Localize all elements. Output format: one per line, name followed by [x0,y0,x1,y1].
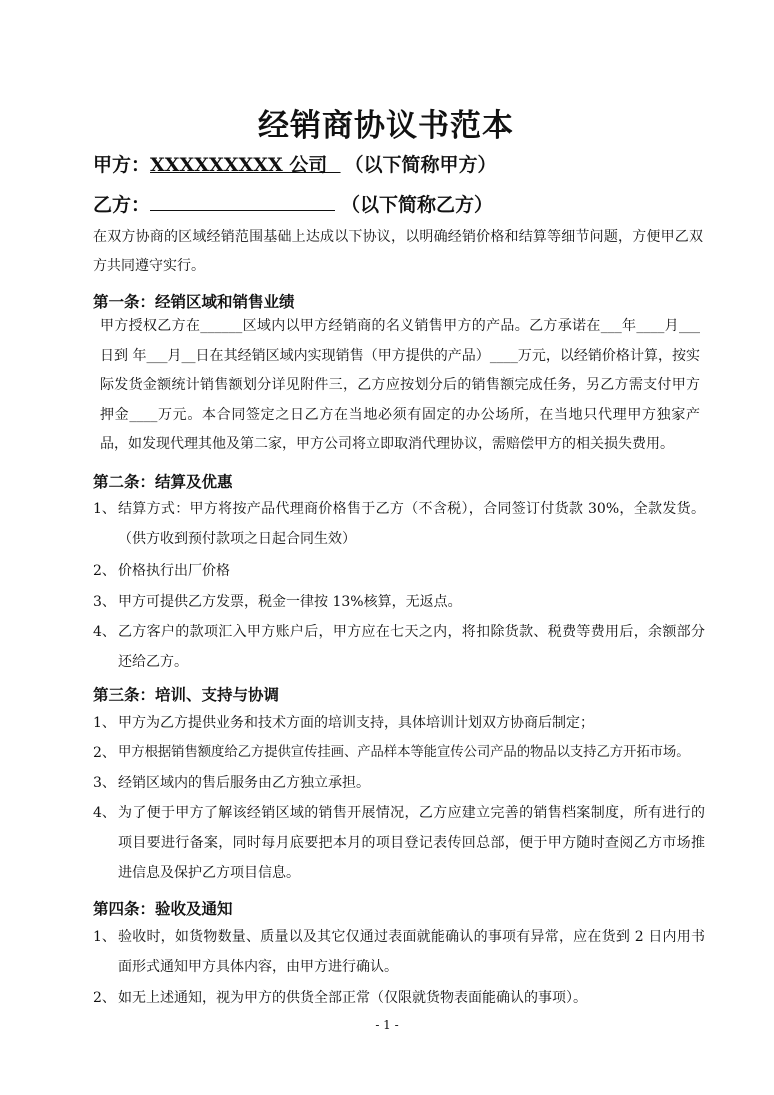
item-number: 4、 [93,805,116,821]
item-text: 经销区域内的售后服务由乙方独立承担。 [118,775,370,791]
party-a-name: XXXXXXXXX 公司 [150,154,341,176]
item-text: 如无上述通知，视为甲方的供货全部正常（仅限就货物表面能确认的事项）。 [118,990,587,1006]
article3-item-1 [93,708,705,738]
article2-item-3 [93,587,705,617]
article4-item-2 [93,983,705,1013]
item-text: 结算方式：甲方将按产品代理商价格售于乙方（不含税），合同签订付货款 30%，全款发货。（供方收到预付款项之日起合同生效） [118,501,705,547]
item-number: 1、 [93,929,116,945]
item-text: 为了便于甲方了解该经销区域的销售开展情况，乙方应建立完善的销售档案制度，所有进行的项目要进行备案，同时每月底要把本月的项目登记表传回总部，便于甲方随时查阅乙方市场推进信息及保护乙方项目信息。 [118,805,705,881]
item-number: 2、 [93,563,116,579]
article3-item-2 [93,738,705,768]
article2-item-2 [93,556,705,586]
item-number: 4、 [93,624,116,640]
item-number: 2、 [93,745,116,761]
item-number: 3、 [93,594,116,610]
article3-heading: 第三条：培训、支持与协调 [93,685,280,704]
article1-heading: 第一条：经销区域和销售业绩 [93,292,295,311]
party-a-label: 甲方： [93,154,151,176]
party-a-note: （以下简称甲方） [344,154,497,176]
party-b-blank [150,194,335,211]
item-text: 价格执行出厂价格 [118,563,230,579]
item-number: 2、 [93,990,116,1006]
item-text: 验收时，如货物数量、质量以及其它仅通过表面就能确认的事项有异常，应在货到 2 日内用书面形式通知甲方具体内容，由甲方进行确认。 [118,929,705,975]
article3-item-3 [93,768,705,798]
article2-item-1 [93,494,705,554]
item-number: 1、 [93,501,116,517]
party-a-line [93,150,497,177]
article4-item-1 [93,922,705,982]
item-text: 甲方根据销售额度给乙方提供宣传挂画、产品样本等能宣传公司产品的物品以支持乙方开拓市场。 [118,745,690,760]
article2-item-4 [93,617,705,677]
item-text: 甲方为乙方提供业务和技术方面的培训支持，具体培训计划双方协商后制定； [118,715,594,731]
item-text: 乙方客户的款项汇入甲方账户后，甲方应在七天之内，将扣除货款、税费等费用后，余额部分还给乙方。 [118,624,705,670]
intro-paragraph: 在双方协商的区域经销范围基础上达成以下协议，以明确经销价格和结算等细节问题，方便甲乙双方共同遵守实行。 [93,229,703,274]
article1-body: 甲方授权乙方在______区域内以甲方经销商的名义销售甲方的产品。乙方承诺在___年____月___日到 年___月__日在其经销区域内实现销售（甲方提供的产品）____万元，以经销价格计算，按实际发货金额统计销售额划分详见附件三，乙方应按划分后的销售额完成任务，另乙方需支付甲方押金____万元。本合同签定之日乙方在当地必须有固定的办公场所，在当地只代理甲方独家产品，如发现代理其他及第二家，甲方公司将立即取消代理协议，需赔偿甲方的相关损失费用。 [100,318,700,452]
document-title: 经销商协议书范本 [258,108,514,144]
party-b-line [93,190,493,217]
party-b-note: （以下简称乙方） [341,194,494,216]
item-number: 1、 [93,715,116,731]
party-b-label: 乙方： [93,194,151,216]
item-number: 3、 [93,775,116,791]
article4-heading: 第四条：验收及通知 [93,899,233,918]
item-text: 甲方可提供乙方发票，税金一律按 13%核算，无返点。 [118,594,462,610]
page-number: - 1 - [375,1018,399,1032]
article2-heading: 第二条：结算及优惠 [93,472,233,491]
article3-item-4 [93,798,705,888]
